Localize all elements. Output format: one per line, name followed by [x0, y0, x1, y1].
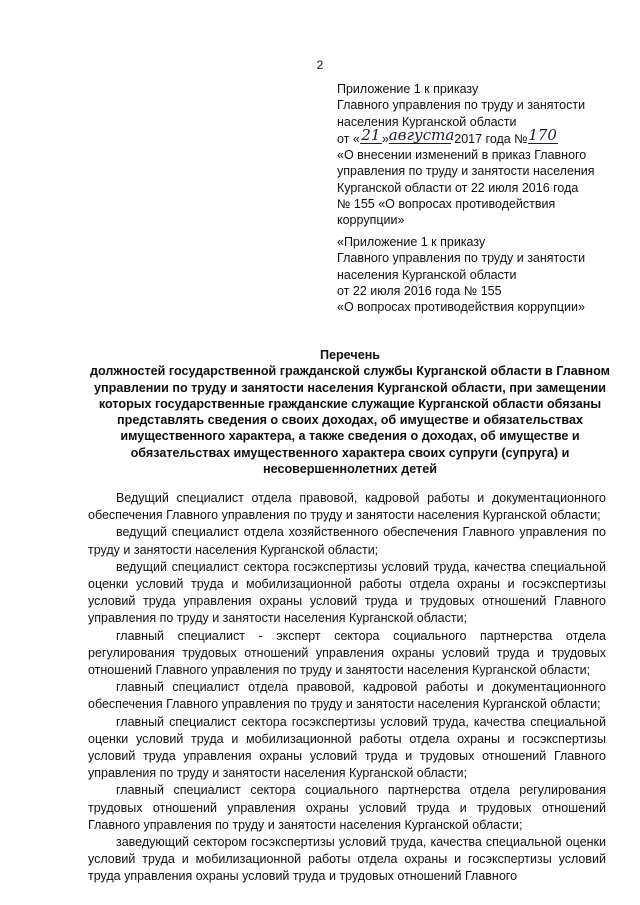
appendix-line: Приложение 1 к приказу [337, 82, 479, 96]
title-line: Перечень [319, 348, 381, 362]
position-item: ведущий специалист сектора госэкспертизы условий труда, качества специальной оценки условий труда и мобилизационной работы отдела охраны и госэкспертизы условий труда управления охраны условий труда и трудовых отношений Главного управления по труду и занятости населения Курганской области; [88, 559, 606, 626]
title-line: представлять сведения о своих доходах, об имуществе и обязательствах [117, 413, 583, 428]
position-item: главный специалист отдела правовой, кадровой работы и документационного обеспечения Главного управления по труду и занятости населения Курганской области; [88, 680, 606, 712]
date-month-field [388, 125, 455, 144]
order-number-handwritten: 170 [528, 125, 557, 144]
positions-list [88, 490, 606, 886]
position-item: главный специалист - эксперт сектора социального партнерства отдела регулирования трудовых отношений управления охраны условий труда и трудовых отношений Главного управления по труду и занятости населения Курганской области; [88, 628, 606, 678]
appendix-subject-line: управления по труду и занятости населения [337, 164, 595, 179]
appendix-line: населения Курганской области [337, 114, 517, 129]
position-item: главный специалист сектора социального партнерства отдела регулирования трудовых отношений управления охраны условий труда и трудовых отношений Главного управления по труду и занятости населения Курганской области; [88, 783, 606, 832]
order-date-line [337, 125, 627, 147]
page-number: 2 [316, 58, 324, 72]
position-item: главный специалист сектора госэкспертизы условий труда, качества специальной оценки условий труда и мобилизационной работы отдела охраны и госэкспертизы условий труда управления охраны условий труда и трудовых отношений Главного управления по труду и занятости населения Курганской области; [88, 714, 606, 781]
title-line: несовершеннолетних детей [263, 462, 437, 477]
position-item: ведущий специалист отдела хозяйственного обеспечения Главного управления по труду и занятости населения Курганской области; [88, 525, 606, 557]
position-item: Ведущий специалист отдела правовой, кадровой работы и документационного обеспечения Главного управления по труду и занятости населения Курганской области; [88, 491, 606, 523]
appendix-line: «Приложение 1 к приказу [337, 235, 486, 249]
appendix-subject-line: Курганской области от 22 июля 2016 года [337, 180, 579, 195]
appendix-line: от 22 июля 2016 года № 155 [337, 283, 502, 298]
appendix-header [337, 81, 627, 229]
order-number-field [528, 125, 558, 144]
date-prefix: от « [337, 131, 360, 146]
title-line: которых государственные гражданские служащие Курганской области обязаны [98, 396, 602, 411]
title-line: имущественного характера, а также сведения о доходах, об имуществе и [120, 429, 580, 444]
date-day-field [360, 125, 382, 144]
document-title [60, 347, 640, 477]
title-line: обязательствах имущественного характера своих супруги (супруга) и [130, 445, 570, 460]
original-appendix-header [337, 234, 627, 315]
title-line: должностей государственной гражданской службы Курганской области в Главном [90, 364, 610, 379]
appendix-subject-line: № 155 «О вопросах противодействия [337, 197, 556, 212]
date-day-handwritten: 21 [361, 125, 381, 144]
appendix-subject-line: коррупции» [337, 213, 405, 228]
appendix-line: населения Курганской области [337, 267, 517, 282]
date-month-handwritten: августа [388, 125, 455, 144]
appendix-line: «О вопросах противодействия коррупции» [337, 300, 585, 315]
appendix-subject-line: «О внесении изменений в приказ Главного [337, 148, 587, 163]
date-suffix: 2017 года № [454, 131, 528, 146]
appendix-line: Главного управления по труду и занятости [337, 98, 586, 113]
date-mid: » [381, 131, 389, 146]
title-line: управлении по труду и занятости населения Курганской области, при замещении [94, 380, 606, 395]
position-item: заведующий сектором госэкспертизы условий труда, качества специальной оценки условий труда и мобилизационной работы отдела охраны и госэкспертизы условий труда управления охраны условий труда и трудовых отношений Главного [88, 835, 606, 884]
appendix-line: Главного управления по труду и занятости [337, 251, 586, 266]
